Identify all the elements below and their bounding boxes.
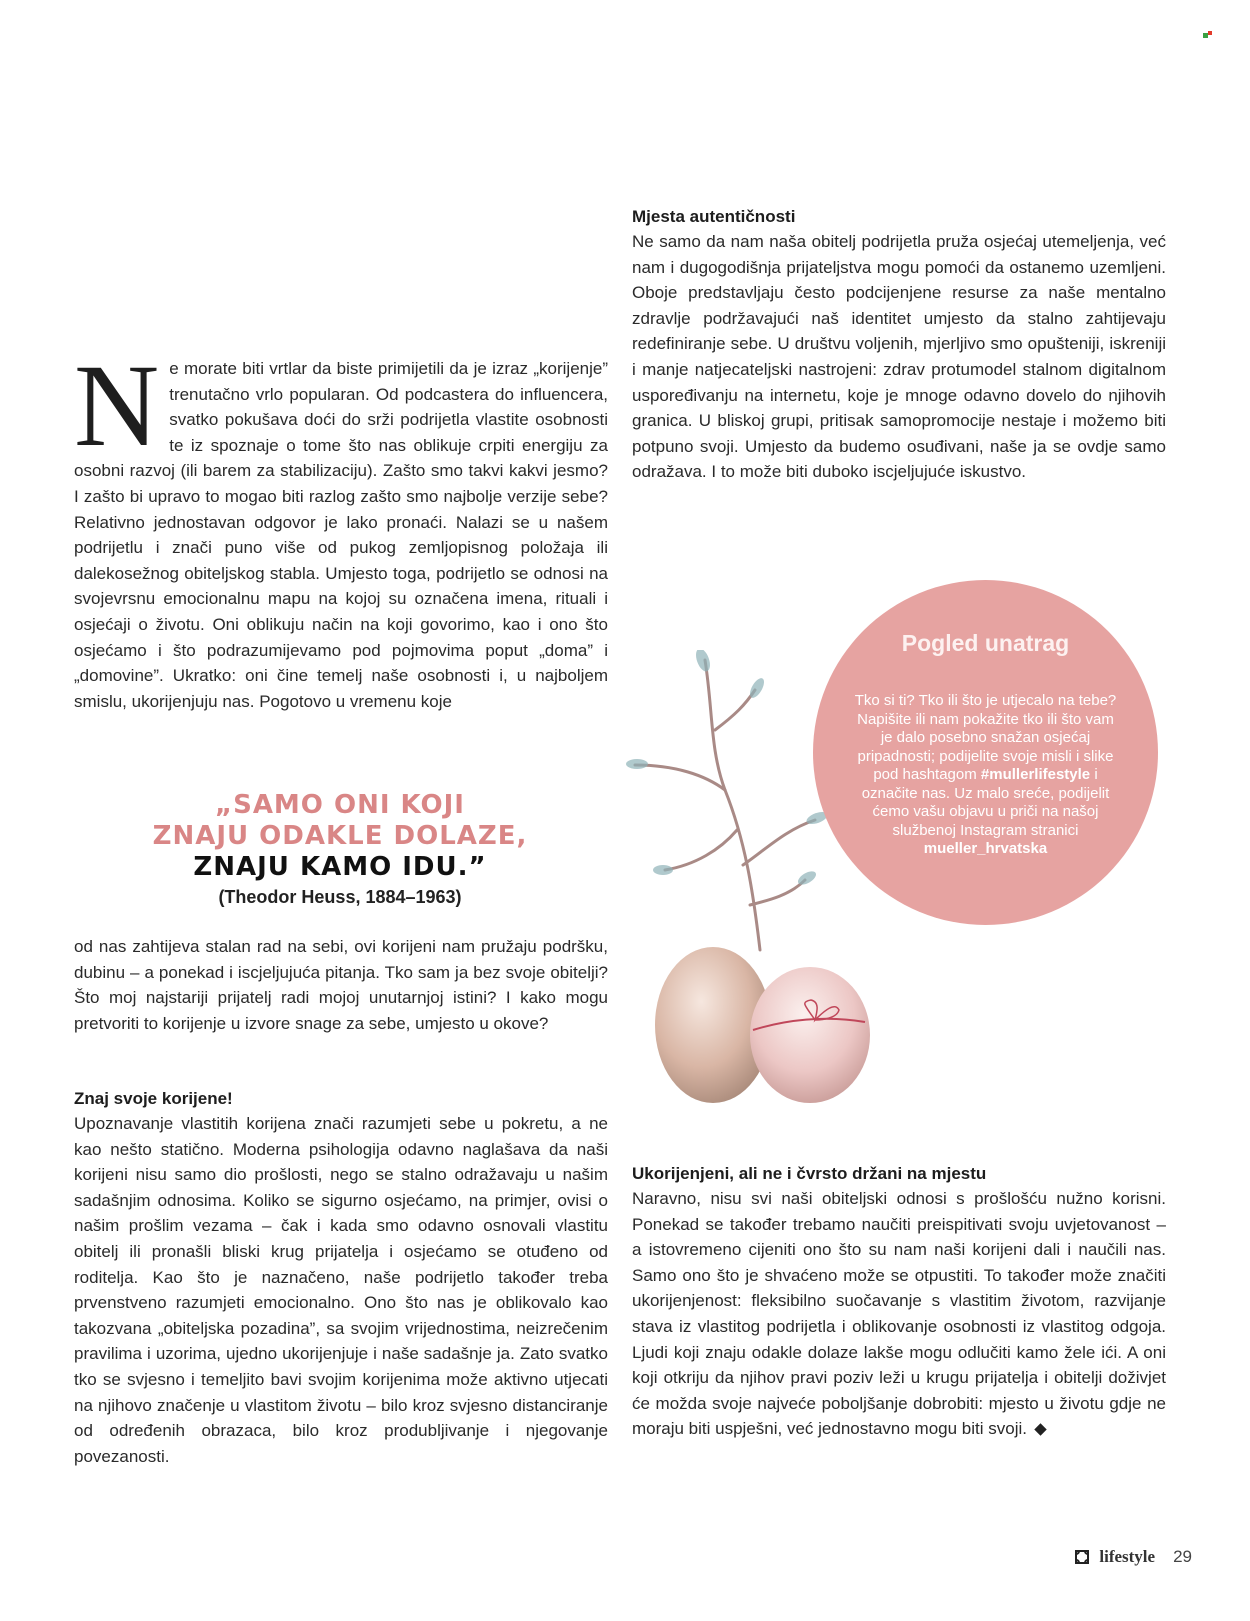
page-number: 29	[1173, 1547, 1192, 1566]
section-know-roots	[74, 1086, 608, 1469]
section-rooted	[632, 1161, 1166, 1442]
rooted-body: Naravno, nisu svi naši obiteljski odnosi s prošlošću nužno korisni. Ponekad se također trebamo naučiti preispitivati svoju uvjetovanost – a istovremeno cijeniti ono što su nam naši korijeni dali i naučili nas. Samo ono što je shvaćeno može se otpustiti. To također može značiti ukorijenjenost: fleksibilno suočavanje s vlastitim životom, razvijanje stava iz vlastitog podrijetla i oblikovanje osobnosti iz vlastitog odgoja. Ljudi koji znaju odakle dolaze lakše mogu odlučiti kamo žele ići. A oni koji otkriju da njihov pravi poziv leži u krugu prijatelja i obitelji doživjet će možda svoje najveće poboljšanje dobrobiti: mjesto u životu gdje ne moraju biti uspješni, već jednostavno mogu biti svoji.	[632, 1189, 1166, 1439]
pull-quote	[100, 790, 580, 908]
corner-mark-red	[1208, 31, 1212, 35]
section-heading: Mjesta autentičnosti	[632, 207, 796, 226]
continued-body: od nas zahtijeva stalan rad na sebi, ovi korijeni nam pružaju podršku, dubinu – a ponekad i iscjeljujuća pitanja. Tko sam ja bez svoje obitelji? Što moj najstariji prijatelj radi mojoj unutarnjoj istini? I kako mogu pretvoriti to korijenje u izvore snage za sebe, umjesto u okove?	[74, 937, 608, 1033]
continued-section	[74, 934, 608, 1036]
intro-paragraph	[74, 340, 608, 714]
branch-icon	[635, 660, 815, 950]
intro-body: e morate biti vrtlar da biste primijetili da je izraz „korijenje” trenutačno vrlo popularan. Od podcastera do influencera, svatko pokušava doći do srži podrijetla vlastite osobnosti te iz spoznaje o tome što nas oblikuje crpiti energiju za osobni razvoj (ili barem za stabilizaciju). Zašto smo takvi kakvi jesmo? I zašto bi upravo to mogao biti razlog zašto smo najbolje verzije sebe? Relativno jednostavan odgovor je lako pronaći. Nalazi se u našem podrijetlu i znači puno više od pukog zemljopisnog položaja ili dalekosežnog obiteljskog stabla. Umjesto toga, podrijetlo se odnosi na svojevrsnu emocionalnu mapu na kojoj su označena imena, rituali i osjećaji o životu. Oni oblikuju način na koji govorimo, kao i ono što osjećamo i što podrazumijevamo pod pojmovima poput „doma” i „domovine”. Ukratko: oni čine temelj naše osobnosti i, u najboljem smislu, ukorijenjuju nas. Pogotovo u vremenu koje	[74, 359, 608, 711]
callout-text-b: i označite nas. Uz malo sreće, podijelit ćemo vašu objavu u priči na našoj službenoj Instagram stranici	[861, 766, 1110, 839]
quote-line-1: „SAMO ONI KOJI	[215, 790, 465, 820]
callout-circle	[813, 580, 1158, 925]
callout-text	[853, 692, 1118, 859]
callout-title: Pogled unatrag	[901, 630, 1070, 656]
lifestyle-logo-icon	[1073, 1548, 1091, 1566]
quote-author: (Theodor Heuss, 1884–1963)	[218, 887, 462, 907]
quote-line-3: ZNAJU KAMO IDU.”	[193, 852, 487, 882]
callout-handle: mueller_hrvatska	[923, 840, 1048, 857]
leaves	[626, 650, 829, 887]
section-body	[632, 1186, 1166, 1442]
drop-cap: N	[74, 340, 160, 471]
callout-hashtag: #mullerlifestyle	[980, 766, 1091, 783]
page-footer	[1073, 1547, 1192, 1567]
section-heading: Ukorijenjeni, ali ne i čvrsto držani na mjestu	[632, 1164, 987, 1183]
section-authenticity	[632, 204, 1166, 485]
callout-text-a: Tko si ti? Tko ili što je utjecalo na tebe? Napišite ili nam pokažite tko ili što vam je dalo posebno snažan osjećaj pripadnosti; podijelite svoje misli i slike pod hashtagom	[854, 692, 1117, 783]
quote-line-2: ZNAJU ODAKLE DOLAZE,	[152, 821, 528, 851]
end-mark-icon	[1034, 1424, 1046, 1436]
section-body: Upoznavanje vlastitih korijena znači razumjeti sebe u pokretu, a ne kao nešto statično. Moderna psihologija odavno naglašava da naši korijeni nisu samo dio prošlosti, nego se stalno odražavaju u našim sadašnjim odnosima. Koliko se sigurno osjećamo, na primjer, ovisi o našim prošlim vezama – čak i kada smo odavno osnovali vlastitu obitelj ili pronašli bliski krug prijatelja i osjećamo se otuđeno od roditelja. Kao što je naznačeno, naše podrijetlo također treba prvenstveno razumjeti emocionalno. Ono što nas je oblikovalo kao takozvana „obiteljska pozadina”, sa svojim vrijednostima, neizrečenim pravilima i uzorima, ujedno ukorijenjuje i naše sadašnje ja. Zato svatko tko se svjesno i temeljito bavi svojim korijenima može aktivno utjecati na njihovo značenje u vlastitom životu – bilo kroz svjesno distanciranje od određenih obrazaca, bilo kroz produbljivanje i njegovanje povezanosti.	[74, 1114, 608, 1466]
intro-section	[74, 340, 608, 714]
section-heading: Znaj svoje korijene!	[74, 1089, 233, 1108]
egg-right	[750, 967, 870, 1103]
section-name: lifestyle	[1099, 1547, 1156, 1566]
section-body: Ne samo da nam naša obitelj podrijetla pruža osjećaj utemeljenja, već nam i dugogodišnja prijateljstva mogu pomoći da ostanemo uzemljeni. Oboje predstavljaju često podcijenjene resurse za naše mentalno zdravlje podržavajući naš identitet umjesto da stalno zahtijevaju redefiniranje sebe. U društvu voljenih, mjerljivo smo opušteniji, iskreniji i manje natjecateljski nastrojeni: zdrav protumodel stalnom digitalnom uspoređivanju na internetu, koje je mnoge odavno dovelo do njihovih granica. U bliskoj grupi, pritisak samopromocije nestaje i možemo biti potpuno svoji. Umjesto da budemo osuđivani, naše ja se ovdje samo odražava. I to može biti duboko iscjeljujuće iskustvo.	[632, 232, 1166, 482]
